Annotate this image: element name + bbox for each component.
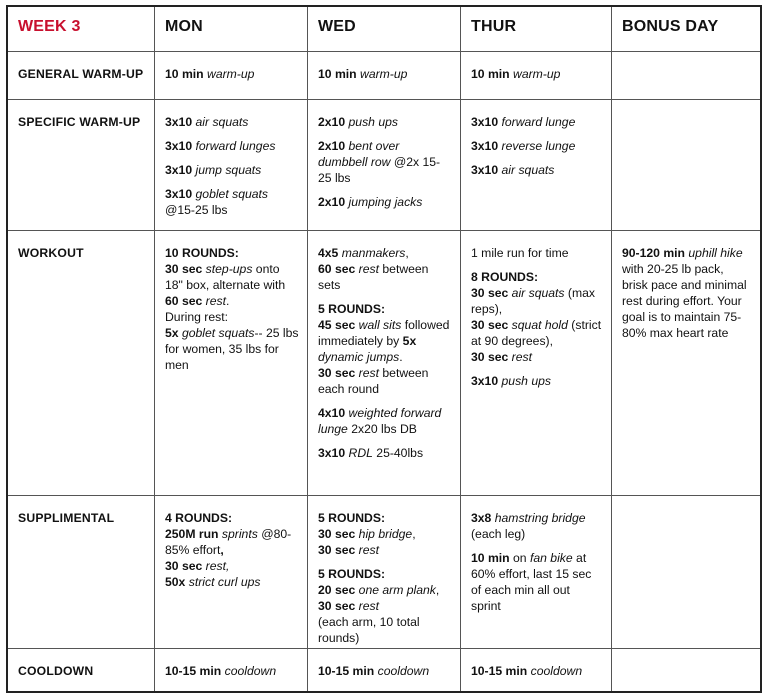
text: -- 25 lbs for women, 35 lbs for men bbox=[165, 326, 299, 372]
italic-text: rest bbox=[358, 366, 379, 380]
bonus-header: BONUS DAY bbox=[612, 7, 760, 52]
italic-text: jump squats bbox=[195, 163, 262, 177]
italic-text: push ups bbox=[501, 374, 551, 388]
bold-text: 30 sec bbox=[318, 599, 356, 613]
italic-text: forward lunge bbox=[501, 115, 576, 129]
italic-text: manmakers bbox=[341, 246, 406, 260]
bold-text: 250M run bbox=[165, 527, 219, 541]
bold-text: 2x10 bbox=[318, 115, 346, 129]
bold-text: 30 sec bbox=[471, 318, 509, 332]
italic-text: air squats bbox=[511, 286, 565, 300]
cell-paragraph bbox=[318, 301, 452, 397]
cell-paragraph bbox=[471, 510, 603, 542]
cell-paragraph bbox=[165, 663, 299, 679]
cooldown-thur bbox=[461, 649, 612, 691]
cell-paragraph bbox=[165, 510, 299, 590]
bold-text: 3x10 bbox=[471, 374, 499, 388]
bold-text: 10 min bbox=[471, 551, 510, 565]
supplimental-wed bbox=[308, 496, 461, 649]
italic-text: cooldown bbox=[530, 664, 583, 678]
bold-text: 3x10 bbox=[471, 139, 499, 153]
bold-text: 10-15 min bbox=[318, 664, 375, 678]
text: @15-25 lbs bbox=[165, 203, 228, 217]
bold-text: 10 min bbox=[318, 67, 357, 81]
text: . bbox=[399, 350, 403, 364]
italic-text: weighted forward lunge bbox=[318, 406, 442, 436]
italic-text: hamstring bridge bbox=[494, 511, 586, 525]
cell-paragraph bbox=[318, 663, 452, 679]
italic-text: wall sits bbox=[358, 318, 402, 332]
text: (each arm, 10 total rounds) bbox=[318, 615, 420, 645]
row-label-specific-warmup: SPECIFIC WARM-UP bbox=[8, 100, 155, 231]
italic-text: rest bbox=[358, 262, 379, 276]
cell-paragraph bbox=[318, 138, 452, 186]
cell-paragraph bbox=[165, 162, 299, 178]
workout-bonus bbox=[612, 231, 760, 496]
text: , bbox=[405, 246, 409, 260]
bold-text: , bbox=[220, 543, 224, 557]
text: between sets bbox=[318, 262, 429, 292]
text: , bbox=[435, 583, 440, 597]
cell-paragraph bbox=[318, 114, 452, 130]
bold-text: 10 min bbox=[471, 67, 510, 81]
bold-text: 30 sec bbox=[318, 527, 356, 541]
text: (each leg) bbox=[471, 527, 526, 541]
italic-text: forward lunges bbox=[195, 139, 276, 153]
bold-text: 10-15 min bbox=[471, 664, 528, 678]
bold-text: 2x10 bbox=[318, 139, 346, 153]
text: at 60% effort, last 15 sec of each min all out sprint bbox=[471, 551, 592, 613]
general-warmup-wed bbox=[308, 52, 461, 100]
cell-paragraph bbox=[318, 566, 452, 646]
cell-paragraph bbox=[471, 269, 603, 365]
text: between each round bbox=[318, 366, 429, 396]
cell-paragraph bbox=[471, 663, 603, 679]
cell-paragraph bbox=[318, 245, 452, 293]
text: with 20-25 lb pack, brisk pace and minimal rest during effort. Your goal is to maintain 75-80% max heart rate bbox=[622, 262, 747, 340]
text: 1 mile run for time bbox=[471, 246, 569, 260]
italic-text: RDL bbox=[348, 446, 373, 460]
text: During rest: bbox=[165, 310, 228, 324]
cell-paragraph bbox=[471, 66, 603, 82]
bold-text: 4x10 bbox=[318, 406, 346, 420]
italic-text: warm-up bbox=[360, 67, 408, 81]
row-label-general-warmup: GENERAL WARM-UP bbox=[8, 52, 155, 100]
bold-text: 8 ROUNDS: bbox=[471, 270, 539, 284]
bold-text: 90-120 min bbox=[622, 246, 686, 260]
cell-paragraph bbox=[471, 162, 603, 178]
bold-text: 3x10 bbox=[165, 139, 193, 153]
text: @2x 15-25 lbs bbox=[318, 155, 441, 185]
bold-text: 5x bbox=[165, 326, 179, 340]
specific-warmup-bonus bbox=[612, 100, 760, 231]
bold-text: 3x10 bbox=[471, 115, 499, 129]
text: 2x20 lbs DB bbox=[347, 422, 417, 436]
italic-text: sprints bbox=[221, 527, 258, 541]
italic-text: bent over dumbbell row bbox=[318, 139, 400, 169]
italic-text: cooldown bbox=[224, 664, 277, 678]
specific-warmup-mon bbox=[155, 100, 308, 231]
italic-text: uphill hike bbox=[688, 246, 743, 260]
cooldown-mon bbox=[155, 649, 308, 691]
italic-text: strict curl ups bbox=[188, 575, 261, 589]
cell-paragraph bbox=[318, 510, 452, 558]
supplimental-mon bbox=[155, 496, 308, 649]
italic-text: push ups bbox=[348, 115, 398, 129]
bold-text: 10-15 min bbox=[165, 664, 222, 678]
specific-warmup-wed bbox=[308, 100, 461, 231]
mon-header: MON bbox=[155, 7, 308, 52]
cell-paragraph bbox=[165, 114, 299, 130]
text: , bbox=[412, 527, 416, 541]
cell-paragraph bbox=[165, 66, 299, 82]
general-warmup-bonus bbox=[612, 52, 760, 100]
cell-paragraph bbox=[471, 138, 603, 154]
cell-paragraph bbox=[471, 373, 603, 389]
bold-text: 20 sec bbox=[318, 583, 356, 597]
text: followed immediately by bbox=[318, 318, 450, 348]
wed-header: WED bbox=[308, 7, 461, 52]
cell-paragraph bbox=[165, 138, 299, 154]
bold-text: 10 min bbox=[165, 67, 204, 81]
italic-text: dynamic jumps bbox=[318, 350, 400, 364]
cell-paragraph bbox=[471, 114, 603, 130]
supplimental-bonus bbox=[612, 496, 760, 649]
cell-paragraph bbox=[622, 245, 752, 341]
bold-text: 3x10 bbox=[165, 115, 193, 129]
workout-thur bbox=[461, 231, 612, 496]
text: onto 18" box, alternate with bbox=[165, 262, 286, 292]
text: . bbox=[226, 294, 230, 308]
bold-text: 5 ROUNDS: bbox=[318, 302, 386, 316]
italic-text: warm-up bbox=[513, 67, 561, 81]
bold-text: 30 sec bbox=[165, 559, 203, 573]
bold-text: 3x10 bbox=[165, 187, 193, 201]
cell-paragraph bbox=[471, 550, 603, 614]
italic-text: one arm plank bbox=[358, 583, 436, 597]
bold-text: 5 ROUNDS: bbox=[318, 567, 386, 581]
italic-text: fan bike bbox=[529, 551, 573, 565]
thur-header: THUR bbox=[461, 7, 612, 52]
bold-text: 3x10 bbox=[165, 163, 193, 177]
general-warmup-mon bbox=[155, 52, 308, 100]
bold-text: 4 ROUNDS: bbox=[165, 511, 233, 525]
bold-text: 10 ROUNDS: bbox=[165, 246, 239, 260]
bold-text: 30 sec bbox=[318, 543, 356, 557]
workout-wed bbox=[308, 231, 461, 496]
bold-text: 60 sec bbox=[318, 262, 356, 276]
cell-paragraph bbox=[165, 186, 299, 218]
bold-text: 5 ROUNDS: bbox=[318, 511, 386, 525]
bold-text: 30 sec bbox=[471, 350, 509, 364]
bold-text: 5x bbox=[402, 334, 417, 348]
cell-paragraph bbox=[318, 445, 452, 461]
bold-text: 30 sec bbox=[318, 366, 356, 380]
italic-text: rest bbox=[358, 543, 379, 557]
bold-text: 3x10 bbox=[471, 163, 499, 177]
italic-text: rest, bbox=[205, 559, 230, 573]
cell-paragraph bbox=[471, 245, 603, 261]
bold-text: 4x5 bbox=[318, 246, 339, 260]
italic-text: jumping jacks bbox=[348, 195, 423, 209]
cell-paragraph bbox=[318, 194, 452, 210]
bold-text: 50x bbox=[165, 575, 186, 589]
italic-text: cooldown bbox=[377, 664, 430, 678]
week-header: WEEK 3 bbox=[8, 7, 155, 52]
bold-text: 2x10 bbox=[318, 195, 346, 209]
italic-text: air squats bbox=[501, 163, 555, 177]
bold-text: 30 sec bbox=[471, 286, 509, 300]
italic-text: hip bridge bbox=[358, 527, 413, 541]
bold-text: 60 sec bbox=[165, 294, 203, 308]
text: 25-40lbs bbox=[372, 446, 424, 460]
text: on bbox=[509, 551, 530, 565]
bold-text: 45 sec bbox=[318, 318, 356, 332]
italic-text: rest bbox=[358, 599, 379, 613]
cell-paragraph bbox=[165, 245, 299, 373]
specific-warmup-thur bbox=[461, 100, 612, 231]
workout-mon bbox=[155, 231, 308, 496]
row-label-workout: WORKOUT bbox=[8, 231, 155, 496]
italic-text: rest bbox=[205, 294, 226, 308]
supplimental-thur bbox=[461, 496, 612, 649]
italic-text: goblet squats bbox=[181, 326, 255, 340]
italic-text: reverse lunge bbox=[501, 139, 576, 153]
general-warmup-thur bbox=[461, 52, 612, 100]
schedule-table bbox=[6, 5, 762, 693]
cooldown-bonus bbox=[612, 649, 760, 691]
cooldown-wed bbox=[308, 649, 461, 691]
italic-text: step-ups bbox=[205, 262, 253, 276]
row-label-supplimental: SUPPLIMENTAL bbox=[8, 496, 155, 649]
bold-text: 3x10 bbox=[318, 446, 346, 460]
italic-text: air squats bbox=[195, 115, 249, 129]
italic-text: rest bbox=[511, 350, 532, 364]
italic-text: squat hold bbox=[511, 318, 568, 332]
cell-paragraph bbox=[318, 405, 452, 437]
text: (max reps), bbox=[471, 286, 595, 316]
cell-paragraph bbox=[318, 66, 452, 82]
italic-text: warm-up bbox=[207, 67, 255, 81]
row-label-cooldown: COOLDOWN bbox=[8, 649, 155, 691]
text: @80-85% effort bbox=[165, 527, 292, 557]
text: (strict at 90 degrees), bbox=[471, 318, 602, 348]
italic-text: goblet squats bbox=[195, 187, 269, 201]
bold-text: 3x8 bbox=[471, 511, 492, 525]
bold-text: 30 sec bbox=[165, 262, 203, 276]
